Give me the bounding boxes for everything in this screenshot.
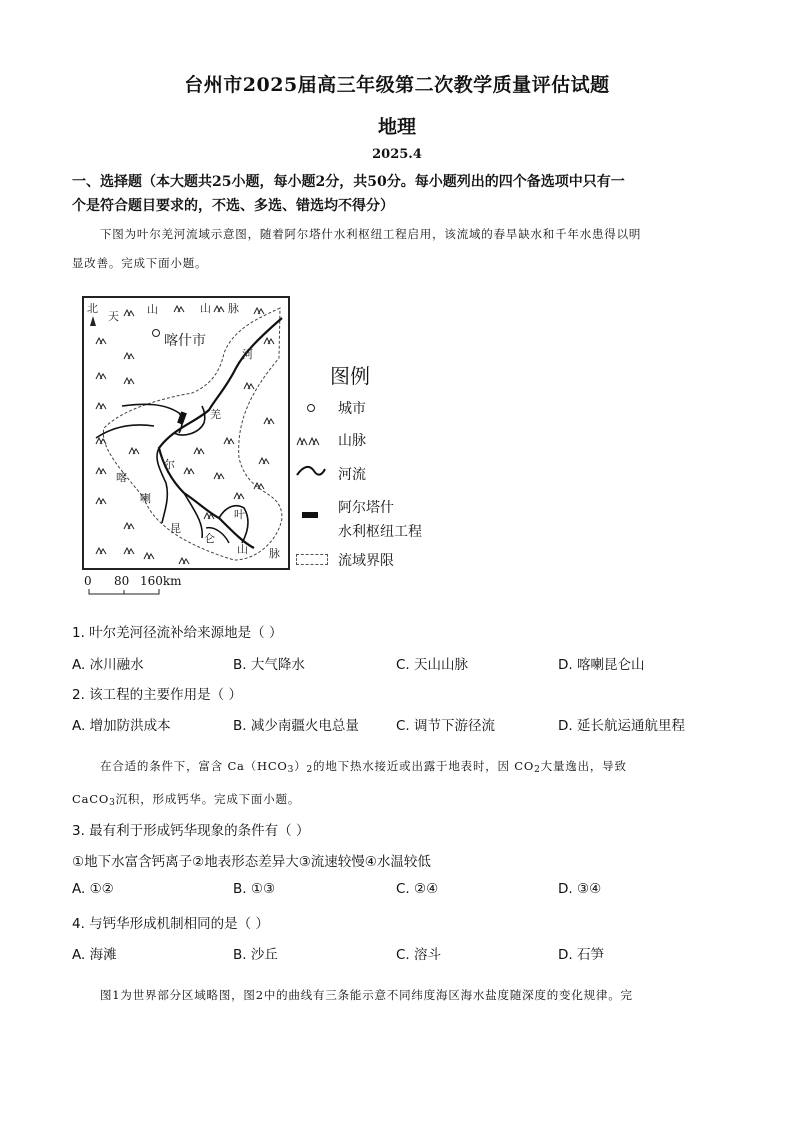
mountain-symbol — [96, 403, 106, 409]
subject-title: 地理 — [377, 116, 416, 138]
q1-option-c: C. 天山山脉 — [396, 657, 469, 673]
mountain-symbol — [124, 548, 134, 554]
section-heading-line1: 一、选择题（本大题共25小题，每小题2分，共50分。每小题列出的四个备选项中只有一 — [72, 174, 625, 190]
q4-option-b: B. 沙丘 — [233, 947, 278, 963]
yarkand-river — [159, 318, 282, 548]
mountain-symbol — [96, 498, 106, 504]
mountain-symbol — [244, 383, 254, 389]
label-er: 尔 — [164, 458, 175, 471]
legend-boundary-label: 流域界限 — [338, 553, 394, 569]
q1-option-b: B. 大气降水 — [233, 657, 305, 673]
q1-stem: 1. 叶尔羌河径流补给来源地是（ ） — [72, 625, 283, 641]
label-shan3: 山 — [237, 543, 248, 556]
q2-stem: 2. 该工程的主要作用是（ ） — [72, 687, 242, 703]
q4-option-a: A. 海滩 — [72, 947, 117, 963]
q3-conditions: ①地下水富含钙离子②地表形态差异大③流速较慢④水温较低 — [72, 854, 431, 870]
q4-stem: 4. 与钙华形成机制相同的是（ ） — [72, 916, 269, 932]
mountain-symbol — [124, 353, 134, 359]
scale-line — [88, 588, 160, 596]
mountain-symbol — [214, 306, 224, 312]
passage-2-l2b: 沉积，形成钙华。完成下面小题。 — [115, 792, 301, 806]
label-ka: 喀 — [116, 471, 127, 484]
mountain-symbol — [124, 378, 134, 384]
city-label-kashgar: 喀什市 — [164, 333, 206, 349]
passage-2-l1a: 在合适的条件下，富含 Ca（HCO — [100, 759, 288, 773]
north-arrow-icon — [90, 316, 96, 326]
legend-dam-icon — [302, 512, 318, 518]
passage-1-line2: 显改善。完成下面小题。 — [72, 256, 208, 270]
label-he: 河 — [242, 348, 253, 361]
mountain-symbol — [96, 438, 106, 444]
mountain-symbol — [214, 473, 224, 479]
mountain-symbol — [96, 468, 106, 474]
label-la: 喇 — [140, 492, 151, 505]
label-ye: 叶 — [234, 508, 245, 521]
north-label: 北 — [87, 302, 98, 315]
mountain-symbol — [96, 548, 106, 554]
city-marker — [153, 330, 160, 337]
q1-option-a: A. 冰川融水 — [72, 657, 144, 673]
mountain-symbol — [144, 553, 154, 559]
passage-3-line1: 图1为世界部分区域略图，图2中的曲线有三条能示意不同纬度海区海水盐度随深度的变化规律。完 — [100, 988, 633, 1002]
q1-option-d: D. 喀喇昆仑山 — [558, 657, 645, 673]
basin-map-svg — [84, 298, 288, 568]
passage-2-sub3: 2 — [534, 765, 541, 775]
section-heading — [72, 170, 732, 218]
mountain-symbol — [174, 306, 184, 312]
legend-dam-line2: 水利枢纽工程 — [338, 524, 422, 540]
legend-mountain-icon — [296, 432, 320, 451]
mountain-symbol — [184, 468, 194, 474]
passage-1-line1: 下图为叶尔羌河流域示意图，随着阿尔塔什水利枢纽工程启用，该流域的春旱缺水和千年水患得以明 — [100, 227, 642, 241]
passage-1 — [72, 220, 722, 278]
mountain-symbol — [264, 418, 274, 424]
mountain-symbol — [254, 483, 264, 489]
legend-dam-label — [338, 496, 422, 544]
legend-title: 图例 — [330, 364, 370, 388]
legend-boundary-icon — [296, 554, 328, 565]
legend-river-label: 河流 — [338, 467, 366, 483]
label-qiang: 羌 — [210, 408, 221, 421]
scale-mid: 80 — [114, 574, 130, 588]
mountain-symbol — [254, 308, 264, 314]
legend-city-symbol — [304, 400, 318, 419]
label-kun: 昆 — [170, 522, 181, 535]
mountain-symbol — [194, 448, 204, 454]
section-heading-line2: 个是符合题目要求的，不选、多选、错选均不得分） — [72, 198, 394, 214]
passage-3 — [72, 981, 722, 1010]
passage-2-sub1: 3 — [287, 765, 295, 775]
q3-stem: 3. 最有利于形成钙华现象的条件有（ ） — [72, 823, 310, 839]
mountain-symbol — [234, 493, 244, 499]
q4-option-c: C. 溶斗 — [396, 947, 442, 963]
mountain-symbol — [179, 558, 189, 564]
q3-option-c: C. ②④ — [396, 881, 439, 897]
mountain-symbol — [129, 448, 139, 454]
scale-end: 160km — [140, 574, 182, 588]
passage-2-l1c: 的地下热水接近或出露于地表时，因 CO — [313, 759, 535, 773]
mountain-symbol — [124, 523, 134, 529]
q2-option-a: A. 增加防洪成本 — [72, 718, 171, 734]
label-mai2: 脉 — [269, 547, 280, 560]
scale-zero: 0 — [84, 574, 92, 588]
legend-mountain-label: 山脉 — [338, 433, 366, 449]
passage-2 — [72, 752, 722, 818]
mountain-symbol — [96, 338, 106, 344]
label-mai: 脉 — [228, 302, 239, 315]
basin-map — [82, 296, 290, 570]
mountain-symbol — [259, 458, 269, 464]
passage-2-l1d: 大量逸出，导致 — [540, 759, 627, 773]
passage-2-l2a: CaCO — [72, 792, 110, 806]
exam-date: 2025.4 — [372, 147, 422, 162]
passage-2-sub4: 3 — [109, 798, 116, 808]
q3-option-d: D. ③④ — [558, 881, 602, 897]
mountain-symbol — [224, 438, 234, 444]
mountain-symbol — [124, 310, 134, 316]
q2-option-b: B. 减少南疆火电总量 — [233, 718, 359, 734]
tributary-1 — [122, 404, 182, 433]
exam-title: 台州市2025届高三年级第二次教学质量评估试题 — [184, 74, 610, 96]
q2-option-c: C. 调节下游径流 — [396, 718, 496, 734]
legend-river-icon — [296, 463, 326, 483]
q4-option-d: D. 石笋 — [558, 947, 604, 963]
mountain-symbol — [96, 373, 106, 379]
legend-dam-line1: 阿尔塔什 — [338, 500, 394, 516]
q2-option-d: D. 延长航运通航里程 — [558, 718, 685, 734]
passage-2-sub2: 2 — [306, 765, 314, 775]
mountain-symbol — [264, 338, 274, 344]
label-lun: 仑 — [204, 532, 215, 545]
q3-option-b: B. ①③ — [233, 881, 276, 897]
q3-option-a: A. ①② — [72, 881, 114, 897]
legend-city-label: 城市 — [338, 401, 366, 417]
passage-2-l1b: ） — [294, 759, 307, 773]
label-tian: 天 — [108, 310, 119, 323]
label-shan2: 山 — [200, 302, 211, 315]
label-shan1: 山 — [147, 303, 158, 316]
